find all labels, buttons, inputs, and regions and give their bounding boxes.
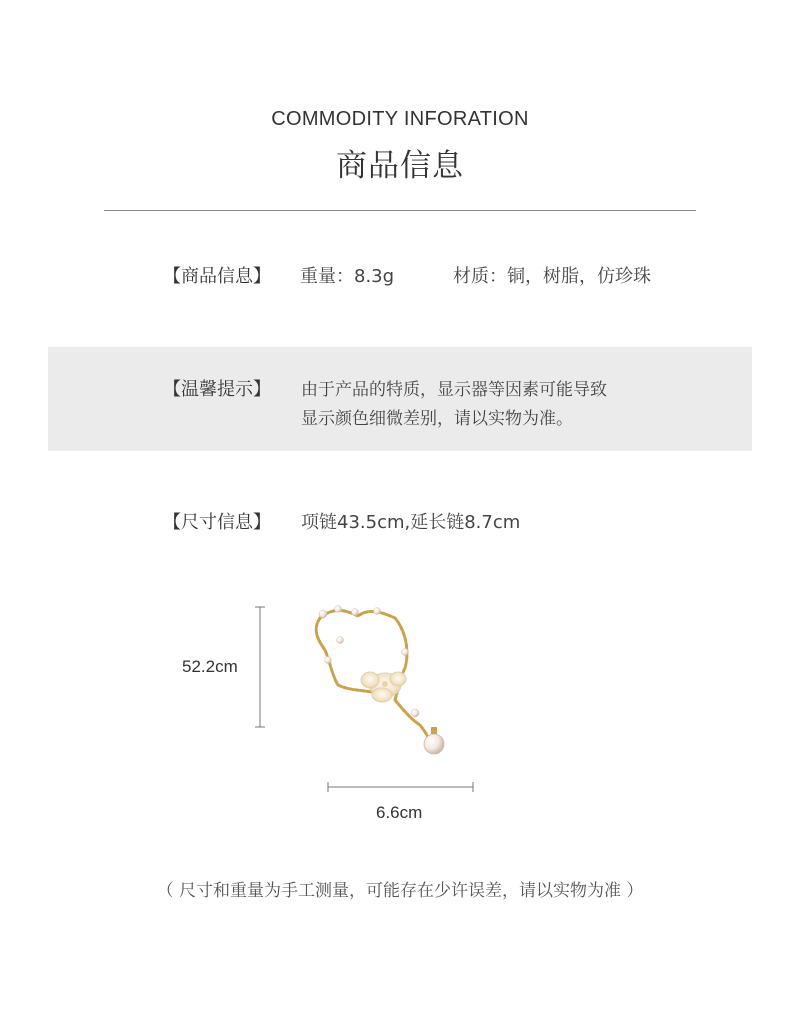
height-dimension-label: 52.2cm (182, 657, 238, 676)
tip-line-2: 显示颜色细微差别，请以实物为准。 (301, 409, 573, 429)
height-dimension-line (255, 607, 265, 727)
drop-pearl (424, 727, 444, 754)
subtitle-english: COMMODITY INFORATION (271, 108, 529, 130)
flower-pendant (361, 672, 406, 702)
info-label: 【商品信息】 (163, 266, 271, 287)
chain-pearls (319, 606, 419, 718)
material-value: 材质：铜，树脂，仿珍珠 (453, 266, 651, 287)
size-value: 项链43.5cm,延长链8.7cm (301, 512, 521, 533)
width-dimension-line (328, 782, 473, 792)
tip-label: 【温馨提示】 (163, 379, 271, 400)
size-label: 【尺寸信息】 (163, 512, 271, 533)
weight-value: 重量：8.3g (300, 266, 395, 287)
measurement-note: （ 尺寸和重量为手工测量，可能存在少许误差，请以实物为准 ） (156, 881, 644, 901)
tip-line-1: 由于产品的特质，显示器等因素可能导致 (301, 380, 607, 400)
width-dimension-label: 6.6cm (376, 803, 423, 822)
page-title: 商品信息 (336, 148, 464, 184)
